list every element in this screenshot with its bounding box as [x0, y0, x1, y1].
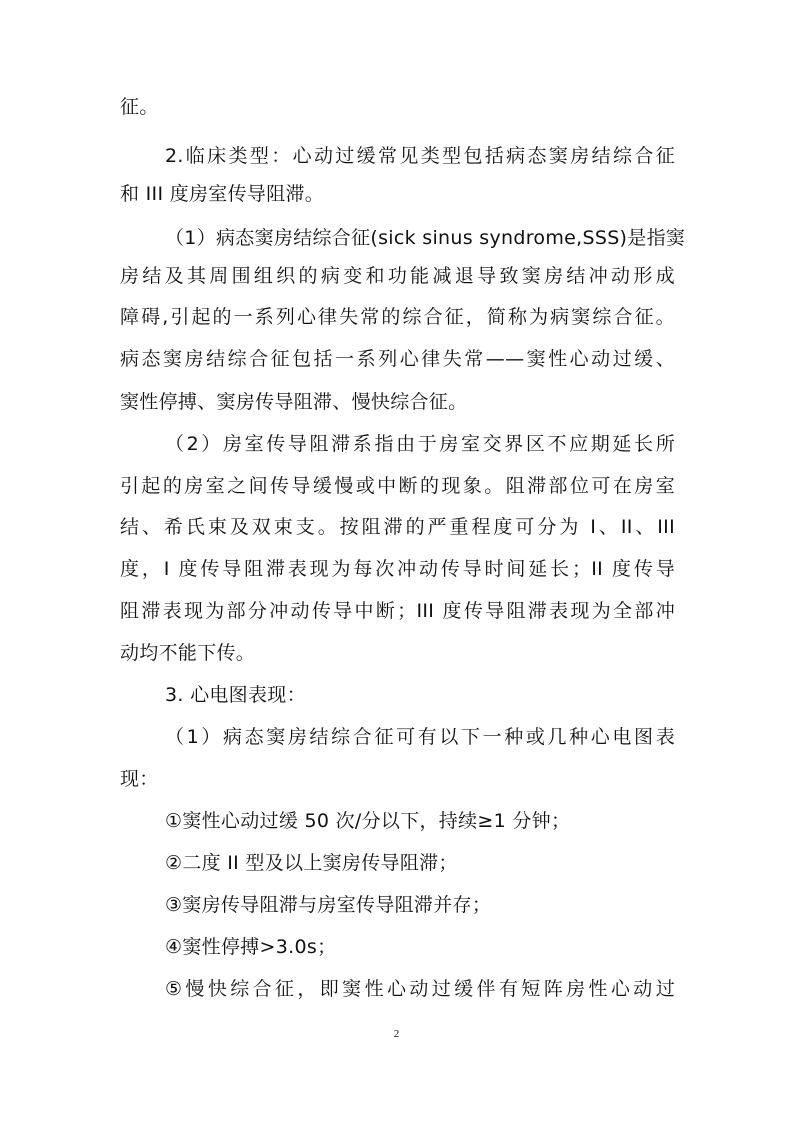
text-line: 窦性停搏、窦房传导阻滞、慢快综合征。	[120, 391, 468, 413]
text-line: （1）病态窦房结综合征可有以下一种或几种心电图表	[165, 726, 675, 748]
page-number: 2	[393, 1028, 400, 1040]
text-line: 度，I 度传导阻滞表现为每次冲动传导时间延长；II 度传导	[120, 558, 675, 580]
heading-clinical-types: 2.临床类型：心动过缓常见类型包括病态窦房结综合征	[165, 145, 675, 167]
text-line: （2）房室传导阻滞系指由于房室交界区不应期延长所	[165, 433, 675, 455]
text-line: 征。	[120, 96, 159, 118]
text-line: （1）病态窦房结综合征(sick sinus syndrome,SSS)是指窦	[165, 227, 686, 249]
text-line: 障碍,引起的一系列心律失常的综合征，简称为病窦综合征。	[120, 306, 675, 328]
text-line: 引起的房室之间传导缓慢或中断的现象。阻滞部位可在房室	[120, 475, 675, 497]
text-line: 阻滞表现为部分冲动传导中断；III 度传导阻滞表现为全部冲	[120, 600, 675, 622]
text-line: 动均不能下传。	[120, 642, 256, 664]
list-item: ④窦性停搏>3.0s；	[165, 936, 337, 958]
list-item: ①窦性心动过缓 50 次/分以下，持续≥1 分钟；	[165, 810, 571, 832]
list-item: ③窦房传导阻滞与房室传导阻滞并存；	[165, 894, 492, 916]
text-line: 和 III 度房室传导阻滞。	[120, 183, 325, 205]
text-line: 结、希氏束及双束支。按阻滞的严重程度可分为 I、II、III	[120, 516, 675, 538]
text-line: 病态窦房结综合征包括一系列心律失常——窦性心动过缓、	[120, 348, 675, 370]
text-line: 现：	[120, 768, 159, 790]
text-line: 房结及其周围组织的病变和功能减退导致窦房结冲动形成	[120, 265, 675, 287]
list-item: ⑤慢快综合征，即窦性心动过缓伴有短阵房性心动过	[165, 978, 675, 1000]
list-item: ②二度 II 型及以上窦房传导阻滞；	[165, 852, 458, 874]
heading-ecg: 3. 心电图表现：	[165, 684, 306, 706]
